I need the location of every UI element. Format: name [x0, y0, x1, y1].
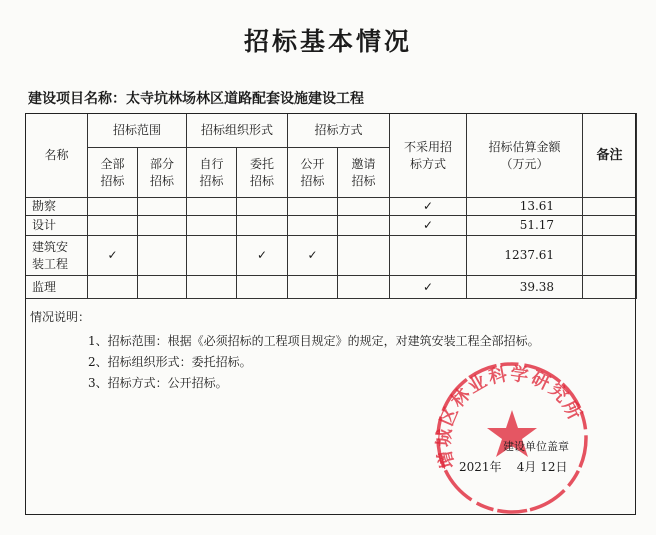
sub-header: 部分 招标: [138, 148, 187, 198]
no-adopt-check: ✓: [390, 276, 467, 299]
sub-header: 自行 招标: [187, 148, 237, 198]
no-adopt-check: ✓: [390, 198, 467, 216]
sub-header: 全部 招标: [88, 148, 138, 198]
row-name: 设计: [26, 216, 88, 236]
header-remark: 备注: [583, 114, 637, 198]
amount-cell: 13.61: [467, 198, 583, 216]
note-item: 1、招标范围：根据《必须招标的工程项目规定》的规定，对建筑安装工程全部招标。: [88, 334, 540, 348]
amount-cell: 51.17: [467, 216, 583, 236]
cell: ✓: [237, 236, 288, 276]
note-item: 2、招标组织形式：委托招标。: [88, 355, 252, 369]
amount-cell: 1237.61: [467, 236, 583, 276]
no-adopt-check: ✓: [390, 216, 467, 236]
header-no-adopt: 不采用招 标方式: [390, 114, 467, 198]
project-name: 建设项目名称：太寺坑林场林区道路配套设施建设工程: [28, 91, 364, 107]
notes-title: 情况说明：: [30, 310, 91, 324]
cell: ✓: [88, 236, 138, 276]
cell: ✓: [288, 236, 338, 276]
header-scope: 招标范围: [88, 114, 187, 148]
seal-ring-text: 增城区林业科学研究所: [433, 363, 586, 471]
header-amount: 招标估算金额 （万元）: [467, 114, 583, 198]
amount-cell: 39.38: [467, 276, 583, 299]
seal-date: 2021年 4月 12日: [459, 460, 568, 474]
header-org: 招标组织形式: [187, 114, 288, 148]
page-title: 招标基本情况: [243, 27, 412, 56]
row-name: 监理: [26, 276, 88, 299]
sub-header: 委托 招标: [237, 148, 288, 198]
header-method: 招标方式: [288, 114, 390, 148]
row-name: 勘察: [26, 198, 88, 216]
sub-header: 邀请 招标: [338, 148, 390, 198]
row-name: 建筑安 装工程: [26, 236, 88, 276]
seal-label: 建设单位盖章: [503, 440, 569, 453]
note-item: 3、招标方式：公开招标。: [88, 376, 228, 390]
sub-header: 公开 招标: [288, 148, 338, 198]
header-name: 名称: [26, 114, 88, 198]
